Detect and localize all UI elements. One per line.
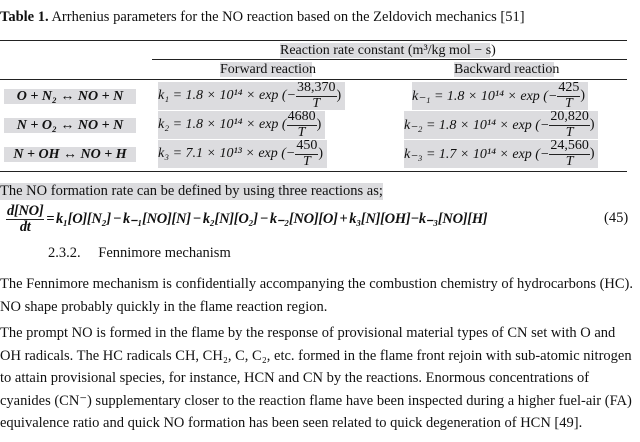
group-header: Reaction rate constant (m³/kg mol − s) xyxy=(280,43,496,58)
backward-rate-expr: k₋₃ = 1.7 × 10¹⁴ × exp (− xyxy=(404,146,550,162)
col-backward: Backward reaction xyxy=(454,62,560,77)
forward-rate xyxy=(158,108,325,140)
forward-numerator: 450 xyxy=(296,137,318,153)
reaction-label: O + N₂ ↔ NO + N xyxy=(4,89,136,104)
section-title: Fennimore mechanism xyxy=(98,245,231,261)
forward-rate xyxy=(158,137,327,169)
forward-rate xyxy=(158,79,345,111)
denominator: T xyxy=(565,153,574,169)
forward-numerator: 4680 xyxy=(287,108,316,124)
backward-rate-expr: k₋₁ = 1.8 × 10¹⁴ × exp (− xyxy=(412,88,558,104)
close-paren: ) xyxy=(316,117,322,132)
denominator: T xyxy=(297,124,306,140)
denominator: T xyxy=(565,124,574,140)
close-paren: ) xyxy=(589,117,595,132)
table-top-rule xyxy=(0,40,627,41)
caption-label: Table 1. xyxy=(0,9,49,25)
denominator: T xyxy=(312,95,321,111)
group-rule xyxy=(152,59,627,60)
section-heading xyxy=(48,245,231,262)
backward-rate xyxy=(404,137,598,169)
close-paren: ) xyxy=(318,146,324,161)
table-bottom-rule xyxy=(0,171,627,172)
eq-lhs-num: d[NO] xyxy=(7,203,44,219)
denominator: T xyxy=(565,95,573,111)
section-number: 2.3.2. xyxy=(48,245,81,261)
close-paren: ) xyxy=(580,88,586,103)
table-caption xyxy=(0,9,525,26)
col-forward: Forward reaction xyxy=(220,62,317,77)
close-paren: ) xyxy=(589,146,595,161)
backward-rate-expr: k₋₂ = 1.8 × 10¹⁴ × exp (− xyxy=(404,117,550,133)
intro-text: The NO formation rate can be defined by using three reactions as; xyxy=(0,183,383,199)
eq-lhs-den: dt xyxy=(19,219,31,236)
forward-rate-expr: k₁ = 1.8 × 10¹⁴ × exp (− xyxy=(158,88,297,103)
caption-text: Arrhenius parameters for the NO reaction based on the Zeldovich mechanics [51] xyxy=(51,9,525,25)
reaction-label: N + O₂ ↔ NO + N xyxy=(4,118,136,133)
forward-numerator: 38,370 xyxy=(297,79,336,95)
denominator: T xyxy=(302,153,311,169)
forward-rate-expr: k₂ = 1.8 × 10¹⁴ × exp ( xyxy=(158,117,287,132)
backward-numerator: 425 xyxy=(558,79,580,95)
paragraph-1: The Fennimore mechanism is confidentially accompanying the combustion chemistry of hydrocarbons (HC). NO shape probably quickly in the flame reaction region. xyxy=(0,276,634,315)
paragraph-2: The prompt NO is formed in the flame by the response of provisional material types of CN set with O and OH radicals. The HC radicals CH, CH₂, C, C₂, etc. formed in the flame front rejoin with sub-atomic nitrogen to attain provisional species, for instance, HCN and CN by the reactions. Enormous concentrations of cyanides (CN⁻) supplementary closer to the reaction flame have been inspected during a higher fuel-air (FA) equivalence ratio and quick NO formation has been seen related to quick degeneration of HCN [49]. xyxy=(0,325,632,431)
equation-45 xyxy=(6,204,487,235)
close-paren: ) xyxy=(336,88,342,103)
eq-rhs: = k₁[O][N₂] − k₋₁[NO][N] − k₂[N][O₂] − k₋₂[NO][O] + k₃[N][OH]−k₋₃[NO][H] xyxy=(46,211,488,228)
backward-rate xyxy=(412,79,588,111)
reaction-label: N + OH ↔ NO + H xyxy=(4,147,136,162)
backward-numerator: 24,560 xyxy=(550,137,589,153)
equation-number: (45) xyxy=(604,210,629,226)
body-text xyxy=(0,273,636,439)
backward-numerator: 20,820 xyxy=(550,108,589,124)
forward-rate-expr: k₃ = 7.1 × 10¹³ × exp (− xyxy=(158,146,296,161)
backward-rate xyxy=(404,108,598,140)
